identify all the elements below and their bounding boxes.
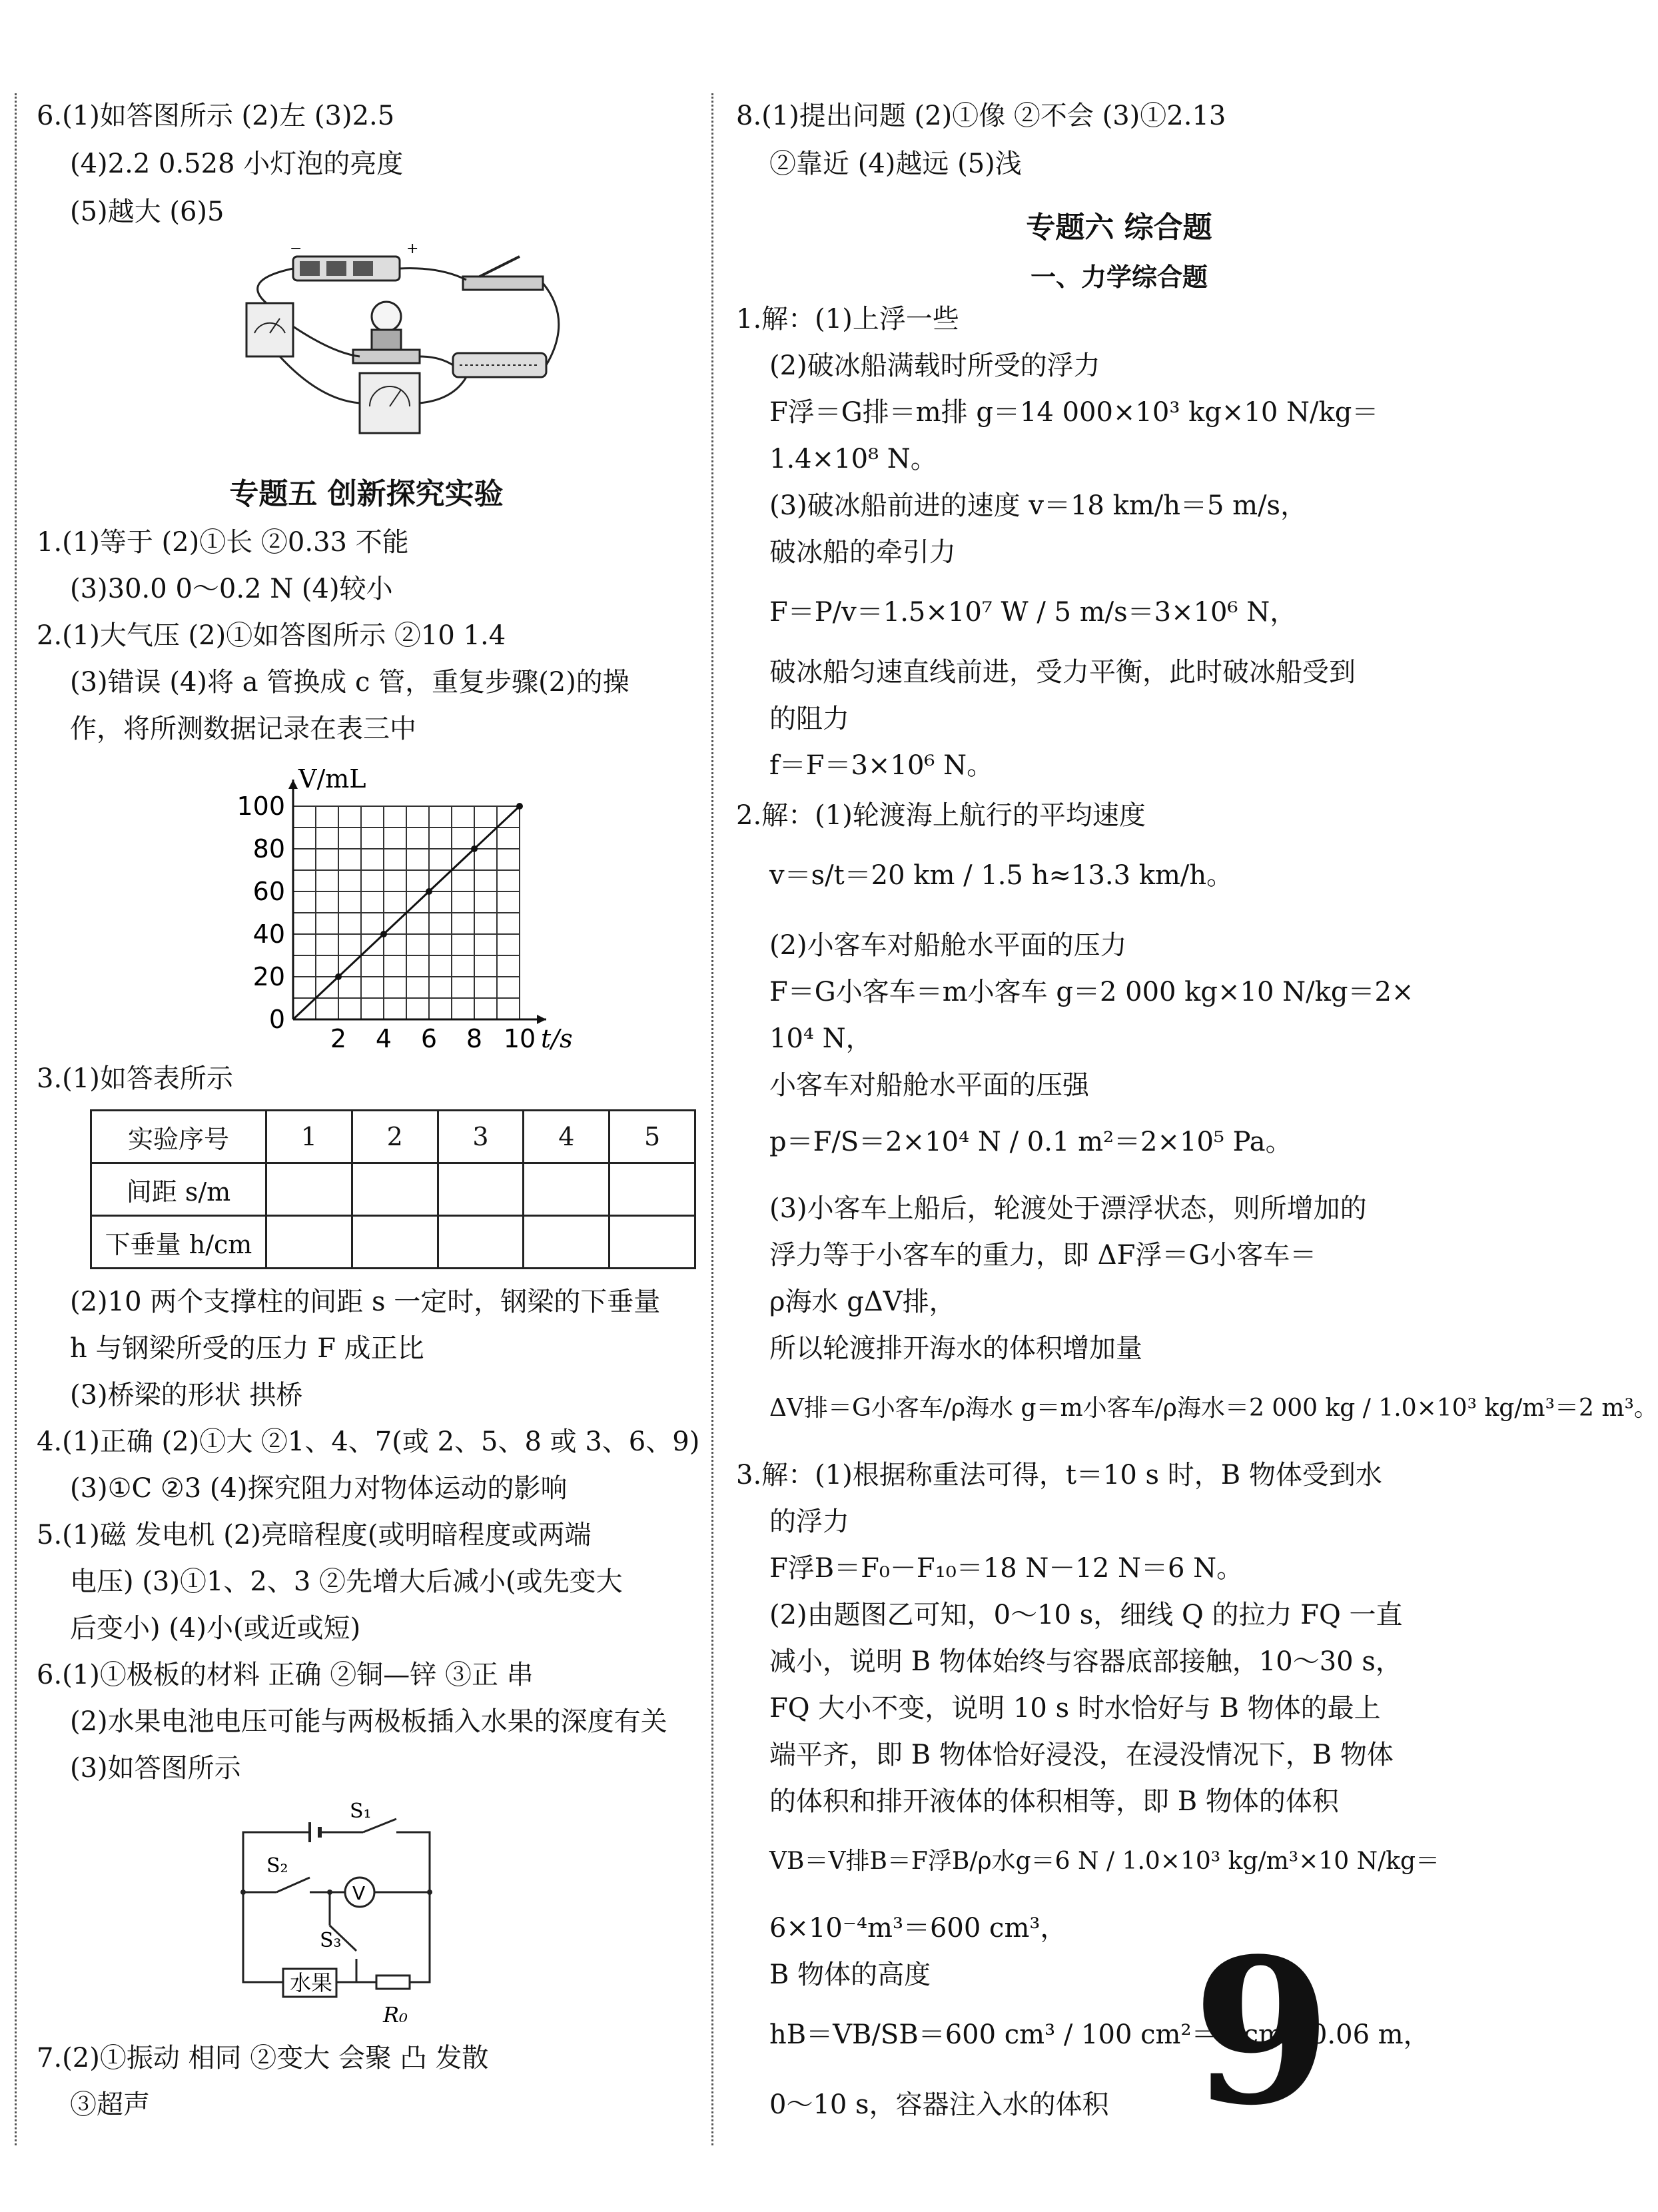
s5-q1-line2: (3)30.0 0～0.2 N (4)较小 [70, 574, 393, 604]
s6-q2-line5: 10⁴ N， [769, 1023, 873, 1054]
circuit-figure-fruit-battery [236, 1792, 543, 2045]
s6-q1-line8: 破冰船匀速直线前进，受力平衡，此时破冰船受到 [769, 657, 1356, 688]
y-tick-label: 60 [252, 877, 285, 906]
q6-line3: (5)越大 (6)5 [70, 197, 224, 227]
table-cell [610, 1163, 695, 1216]
s6-q1-line10: f＝F＝3×10⁶ N。 [769, 750, 994, 781]
s6-q1-line9: 的阻力 [769, 704, 849, 734]
x-tick-label: 4 [375, 1024, 392, 1053]
y-tick-label: 80 [252, 834, 285, 863]
y-tick-label: 20 [252, 962, 285, 991]
column-divider [711, 93, 713, 2145]
s6-q2-line2: v＝s/t＝20 km / 1.5 h≈13.3 km/h。 [769, 860, 1234, 891]
s6-q2-line9: 浮力等于小客车的重力，即 ΔF浮＝G小客车＝ [769, 1240, 1317, 1271]
s6-q2-line3: (2)小客车对船舱水平面的压力 [769, 930, 1127, 961]
experiment-table [90, 1109, 696, 1269]
s6-q3-line13: 0～10 s，容器注入水的体积 [769, 2089, 1109, 2120]
s6-q3-line3: F浮B＝F₀－F₁₀＝18 N－12 N＝6 N。 [769, 1553, 1244, 1584]
svg-text:+: + [406, 241, 419, 257]
table-cell [266, 1163, 352, 1216]
q6-line2: (4)2.2 0.528 小灯泡的亮度 [70, 149, 404, 179]
s6-q3-line8: 的体积和排开液体的体积相等，即 B 物体的体积 [769, 1786, 1339, 1817]
data-point [471, 845, 478, 852]
y-axis-label: V/mL [298, 764, 366, 794]
s5-q5-line1: 5.(1)磁 发电机 (2)亮暗程度(或明暗程度或两端 [37, 1520, 592, 1550]
table-cell [352, 1163, 438, 1216]
s6-q2-line8: (3)小客车上船后，轮渡处于漂浮状态，则所增加的 [769, 1193, 1367, 1224]
page-number: 9 [1192, 1914, 1332, 2149]
s6-q3-line12: hB＝VB/SB＝600 cm³ / 100 cm²＝6 cm＝0.06 m， [769, 2019, 1430, 2050]
section5-title: 专题五 创新探究实验 [229, 477, 504, 511]
fruit-label: 水果 [290, 1970, 333, 1995]
y-tick-label: 0 [268, 1005, 285, 1034]
table-cell [438, 1216, 524, 1269]
s5-q3-line4: (3)桥梁的形状 拱桥 [70, 1380, 303, 1410]
table-cell [524, 1163, 610, 1216]
s5-q5-line3: 后变小) (4)小(或近或短) [70, 1613, 361, 1644]
s2-label: S₂ [266, 1854, 288, 1878]
data-point [335, 973, 342, 980]
s5-q7-line1: 7.(2)①振动 相同 ②变大 会聚 凸 发散 [37, 2043, 489, 2073]
s5-q6-line2: (2)水果电池电压可能与两极板插入水果的深度有关 [70, 1706, 667, 1737]
data-point [380, 931, 387, 937]
table-header-cell: 4 [524, 1111, 610, 1163]
s6-q2-line10: ρ海水 gΔV排， [769, 1287, 956, 1317]
x-axis-arrow [537, 1015, 546, 1024]
x-tick-label: 10 [503, 1024, 536, 1053]
s6-q1-line6: 破冰船的牵引力 [769, 537, 956, 568]
s6-q1-line2: (2)破冰船满载时所受的浮力 [769, 350, 1100, 381]
table-row [91, 1163, 695, 1216]
s6-q1-line4: 1.4×10⁸ N。 [769, 444, 937, 474]
table-cell [266, 1216, 352, 1269]
table-header-row [91, 1111, 695, 1163]
volume-time-chart [213, 760, 586, 1066]
s3-label: S₃ [320, 1929, 342, 1952]
s5-q2-line1: 2.(1)大气压 (2)①如答图所示 ②10 1.4 [37, 620, 506, 651]
table-cell [352, 1216, 438, 1269]
left-margin-dotted-line [15, 93, 17, 2145]
s6-q2-line12: ΔV排＝G小客车/ρ海水 g＝m小客车/ρ海水＝2 000 kg / 1.0×10³ kg/m³＝2 m³。 [769, 1394, 1658, 1422]
x-tick-label: 6 [420, 1024, 438, 1053]
voltmeter-label: V [352, 1882, 366, 1904]
table-cell: 下垂量 h/cm [91, 1216, 266, 1269]
table-cell: 间距 s/m [91, 1163, 266, 1216]
q8-line1: 8.(1)提出问题 (2)①像 ②不会 (3)①2.13 [736, 101, 1226, 131]
s6-q2-line1: 2.解：(1)轮渡海上航行的平均速度 [736, 800, 1146, 831]
y-tick-label: 100 [236, 792, 285, 821]
table-header-cell: 2 [352, 1111, 438, 1163]
s5-q3-line3: h 与钢梁所受的压力 F 成正比 [70, 1333, 424, 1364]
table-header-cell: 5 [610, 1111, 695, 1163]
table-header-cell: 3 [438, 1111, 524, 1163]
s6-q3-line5: 减小，说明 B 物体始终与容器底部接触，10～30 s， [769, 1646, 1402, 1677]
s6-q3-line4: (2)由题图乙可知，0～10 s，细线 Q 的拉力 FQ 一直 [769, 1600, 1403, 1630]
s6-q2-line11: 所以轮渡排开海水的体积增加量 [769, 1333, 1142, 1364]
q6-line1: 6.(1)如答图所示 (2)左 (3)2.5 [37, 101, 395, 131]
x-axis-label: t/s [541, 1024, 573, 1053]
s6-q2-line4: F＝G小客车＝m小客车 g＝2 000 kg×10 N/kg＝2× [769, 977, 1414, 1007]
y-tick-label: 40 [252, 919, 285, 949]
s6-q3-line7: 端平齐，即 B 物体恰好浸没，在浸没情况下，B 物体 [769, 1740, 1394, 1770]
y-axis-arrow [288, 780, 298, 789]
s6-q3-line2: 的浮力 [769, 1506, 849, 1537]
s5-q2-line3: 作，将所测数据记录在表三中 [70, 714, 416, 744]
subsection-title: 一、力学综合题 [1030, 263, 1208, 292]
table-row [91, 1216, 695, 1269]
s6-q1-line7: F＝P/v＝1.5×10⁷ W / 5 m/s＝3×10⁶ N， [769, 597, 1297, 628]
data-point [426, 888, 432, 895]
s6-q1-line3: F浮＝G排＝m排 g＝14 000×10³ kg×10 N/kg＝ [769, 397, 1379, 428]
table-cell [438, 1163, 524, 1216]
s5-q4-line1: 4.(1)正确 (2)①大 ②1、4、7(或 2、5、8 或 3、6、9) [37, 1426, 700, 1457]
table-header-cell: 1 [266, 1111, 352, 1163]
table-cell [524, 1216, 610, 1269]
s6-q3-line1: 3.解：(1)根据称重法可得，t＝10 s 时，B 物体受到水 [736, 1460, 1382, 1490]
s5-q3-line1: 3.(1)如答表所示 [37, 1063, 233, 1094]
s6-q3-line6: FQ 大小不变，说明 10 s 时水恰好与 B 物体的最上 [769, 1693, 1381, 1724]
data-point [516, 803, 523, 810]
q8-line2: ②靠近 (4)越远 (5)浅 [769, 149, 1022, 179]
s6-q1-line1: 1.解：(1)上浮一些 [736, 304, 959, 334]
svg-text:−: − [290, 241, 302, 257]
s5-q2-line2: (3)错误 (4)将 a 管换成 c 管，重复步骤(2)的操 [70, 667, 629, 698]
s5-q3-line2: (2)10 两个支撑柱的间距 s 一定时，钢梁的下垂量 [70, 1287, 661, 1317]
s6-q2-line6: 小客车对船舱水平面的压强 [769, 1070, 1089, 1101]
s6-q3-line10: 6×10⁻⁴m³＝600 cm³， [769, 1913, 1067, 1943]
s6-q3-line9: VB＝V排B＝F浮B/ρ水g＝6 N / 1.0×10³ kg/m³×10 N/kg＝ [769, 1848, 1440, 1875]
s1-label: S₁ [350, 1800, 372, 1823]
s5-q6-line1: 6.(1)①极板的材料 正确 ②铜—锌 ③正 串 [37, 1660, 534, 1690]
x-tick-label: 8 [466, 1024, 483, 1053]
s5-q5-line2: 电压) (3)①1、2、3 ②先增大后减小(或先变大 [70, 1566, 623, 1597]
s5-q6-line3: (3)如答图所示 [70, 1753, 241, 1784]
x-tick-label: 2 [330, 1024, 347, 1053]
s5-q7-line2: ③超声 [70, 2089, 150, 2120]
s6-q1-line5: (3)破冰船前进的速度 v＝18 km/h＝5 m/s， [769, 490, 1308, 521]
r0-label: R₀ [383, 2002, 408, 2027]
s5-q4-line2: (3)①C ②3 (4)探究阻力对物体运动的影响 [70, 1473, 568, 1504]
table-header-cell: 实验序号 [91, 1111, 266, 1163]
table-cell [610, 1216, 695, 1269]
s6-q3-line11: B 物体的高度 [769, 1959, 931, 1990]
circuit-figure-lamp [226, 240, 573, 440]
section6-title: 专题六 综合题 [1026, 211, 1212, 245]
s6-q2-line7: p＝F/S＝2×10⁴ N / 0.1 m²＝2×10⁵ Pa。 [769, 1127, 1292, 1157]
s5-q1-line1: 1.(1)等于 (2)①长 ②0.33 不能 [37, 527, 409, 558]
